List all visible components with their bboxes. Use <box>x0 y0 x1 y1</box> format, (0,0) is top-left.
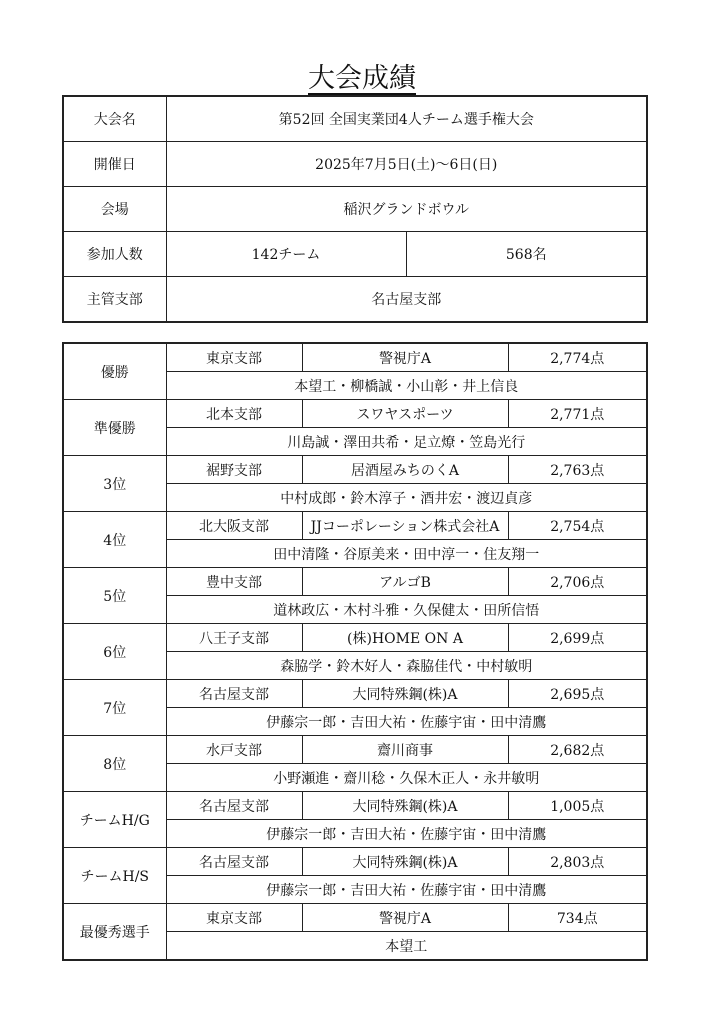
event-date-value: 2025年7月5日(土)～6日(日) <box>166 142 647 187</box>
result-branch: 東京支部 <box>166 343 302 372</box>
result-rank: 最優秀選手 <box>63 904 166 961</box>
venue-value: 稲沢グランドボウル <box>166 187 647 232</box>
event-name-row <box>63 96 647 142</box>
result-score: 1,005点 <box>508 792 647 820</box>
result-team: 大同特殊鋼(株)A <box>302 792 508 820</box>
result-score: 2,763点 <box>508 456 647 484</box>
participants-label: 参加人数 <box>63 232 166 277</box>
result-rank: 準優勝 <box>63 400 166 456</box>
result-members: 本望工・柳橋誠・小山彰・井上信良 <box>166 372 647 400</box>
result-branch: 豊中支部 <box>166 568 302 596</box>
result-branch: 名古屋支部 <box>166 680 302 708</box>
result-members: 伊藤宗一郎・吉田大祐・佐藤宇宙・田中清鷹 <box>166 708 647 736</box>
result-team: 大同特殊鋼(株)A <box>302 680 508 708</box>
host-row <box>63 277 647 323</box>
result-team: (株)HOME ON A <box>302 624 508 652</box>
result-members: 森脇学・鈴木好人・森脇佳代・中村敏明 <box>166 652 647 680</box>
result-score: 2,695点 <box>508 680 647 708</box>
result-score: 2,774点 <box>508 343 647 372</box>
result-rank: 8位 <box>63 736 166 792</box>
result-score: 2,771点 <box>508 400 647 428</box>
result-branch: 水戸支部 <box>166 736 302 764</box>
result-rank: 3位 <box>63 456 166 512</box>
result-row <box>63 848 647 876</box>
result-members: 川島誠・澤田共希・足立燎・笠島光行 <box>166 428 647 456</box>
result-score: 2,699点 <box>508 624 647 652</box>
result-rank: 6位 <box>63 624 166 680</box>
page-title: 大会成績 <box>308 63 416 94</box>
participants-row <box>63 232 647 277</box>
result-row <box>63 624 647 652</box>
result-branch: 裾野支部 <box>166 456 302 484</box>
result-rank: チームH/S <box>63 848 166 904</box>
result-branch: 八王子支部 <box>166 624 302 652</box>
result-row <box>63 512 647 540</box>
result-row <box>63 568 647 596</box>
result-row <box>63 792 647 820</box>
result-members: 小野瀬進・齋川稔・久保木正人・永井敏明 <box>166 764 647 792</box>
result-rank: 優勝 <box>63 343 166 400</box>
result-row <box>63 400 647 428</box>
result-members: 田中清隆・谷原美来・田中淳一・住友翔一 <box>166 540 647 568</box>
result-members: 伊藤宗一郎・吉田大祐・佐藤宇宙・田中清鷹 <box>166 876 647 904</box>
result-row <box>63 456 647 484</box>
result-team: アルゴB <box>302 568 508 596</box>
result-team: スワヤスポーツ <box>302 400 508 428</box>
event-name-value: 第52回 全国実業団4人チーム選手権大会 <box>166 96 647 142</box>
result-team: JJコーポレーション株式会社A <box>302 512 508 540</box>
result-team: 警視庁A <box>302 343 508 372</box>
result-branch: 北本支部 <box>166 400 302 428</box>
event-date-row <box>63 142 647 187</box>
result-rank: チームH/G <box>63 792 166 848</box>
event-date-label: 開催日 <box>63 142 166 187</box>
result-members: 本望工 <box>166 932 647 961</box>
result-score: 2,706点 <box>508 568 647 596</box>
result-row <box>63 680 647 708</box>
result-members: 道林政広・木村斗雅・久保健太・田所信悟 <box>166 596 647 624</box>
results-table <box>62 342 648 961</box>
result-team: 居酒屋みちのくA <box>302 456 508 484</box>
venue-label: 会場 <box>63 187 166 232</box>
venue-row <box>63 187 647 232</box>
result-team: 警視庁A <box>302 904 508 932</box>
result-branch: 名古屋支部 <box>166 848 302 876</box>
result-score: 734点 <box>508 904 647 932</box>
result-rank: 7位 <box>63 680 166 736</box>
people-count: 568名 <box>406 232 647 277</box>
result-team: 齋川商事 <box>302 736 508 764</box>
host-value: 名古屋支部 <box>166 277 647 323</box>
event-name-label: 大会名 <box>63 96 166 142</box>
event-info-table <box>62 95 648 323</box>
result-score: 2,754点 <box>508 512 647 540</box>
result-team: 大同特殊鋼(株)A <box>302 848 508 876</box>
host-label: 主管支部 <box>63 277 166 323</box>
result-rank: 5位 <box>63 568 166 624</box>
teams-count: 142チーム <box>166 232 406 277</box>
result-row <box>63 343 647 372</box>
result-row <box>63 904 647 932</box>
result-score: 2,682点 <box>508 736 647 764</box>
result-branch: 名古屋支部 <box>166 792 302 820</box>
result-branch: 北大阪支部 <box>166 512 302 540</box>
result-members: 伊藤宗一郎・吉田大祐・佐藤宇宙・田中清鷹 <box>166 820 647 848</box>
result-row <box>63 736 647 764</box>
result-members: 中村成郎・鈴木淳子・酒井宏・渡辺貞彦 <box>166 484 647 512</box>
result-rank: 4位 <box>63 512 166 568</box>
result-branch: 東京支部 <box>166 904 302 932</box>
result-score: 2,803点 <box>508 848 647 876</box>
